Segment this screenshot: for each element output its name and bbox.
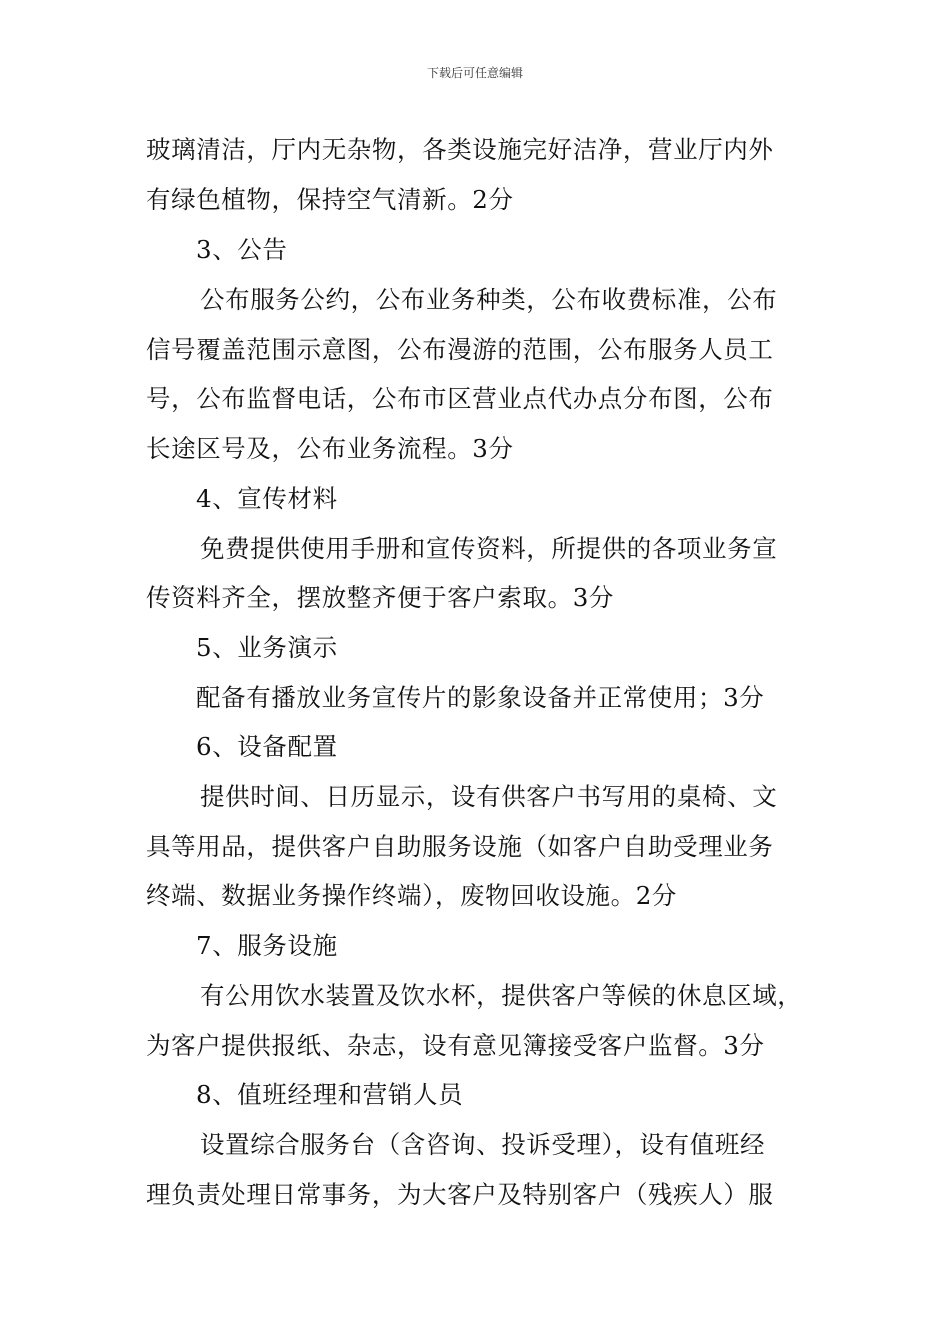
paragraph-line: 有绿色植物，保持空气清新。2分: [146, 185, 514, 214]
paragraph-line: 设置综合服务台（含咨询、投诉受理），设有值班经: [200, 1130, 766, 1159]
paragraph-line: 公布服务公约，公布业务种类，公布收费标准，公布: [200, 285, 778, 314]
section-heading: 6、设备配置: [196, 732, 338, 761]
paragraph-line: 提供时间、日历显示，设有供客户书写用的桌椅、文: [200, 782, 778, 811]
paragraph-line: 具等用品，提供客户自助服务设施（如客户自助受理业务: [146, 832, 774, 861]
section-heading: 7、服务设施: [196, 931, 338, 960]
page-header-note: 下载后可任意编辑: [426, 66, 523, 80]
paragraph-line: 配备有播放业务宣传片的影象设备并正常使用；3分: [196, 683, 765, 712]
paragraph-line: 理负责处理日常事务，为大客户及特别客户（残疾人）服: [146, 1180, 774, 1209]
section-heading: 5、业务演示: [196, 633, 338, 662]
paragraph-line: 为客户提供报纸、杂志，设有意见簿接受客户监督。3分: [146, 1031, 765, 1060]
paragraph-line: 信号覆盖范围示意图，公布漫游的范围，公布服务人员工: [146, 335, 774, 364]
section-heading: 8、值班经理和营销人员: [196, 1080, 464, 1109]
paragraph-line: 传资料齐全，摆放整齐便于客户索取。3分: [146, 583, 614, 612]
section-heading: 4、宣传材料: [196, 484, 338, 513]
paragraph-line: 有公用饮水装置及饮水杯，提供客户等候的休息区域，: [200, 981, 803, 1010]
paragraph-line: 终端、数据业务操作终端），废物回收设施。2分: [146, 881, 678, 910]
paragraph-line: 免费提供使用手册和宣传资料，所提供的各项业务宣: [200, 534, 778, 563]
paragraph-line: 长途区号及，公布业务流程。3分: [146, 434, 514, 463]
paragraph-line: 玻璃清洁，厅内无杂物，各类设施完好洁净，营业厅内外: [146, 135, 774, 164]
section-heading: 3、公告: [196, 235, 288, 264]
paragraph-line: 号，公布监督电话，公布市区营业点代办点分布图，公布: [146, 384, 774, 413]
